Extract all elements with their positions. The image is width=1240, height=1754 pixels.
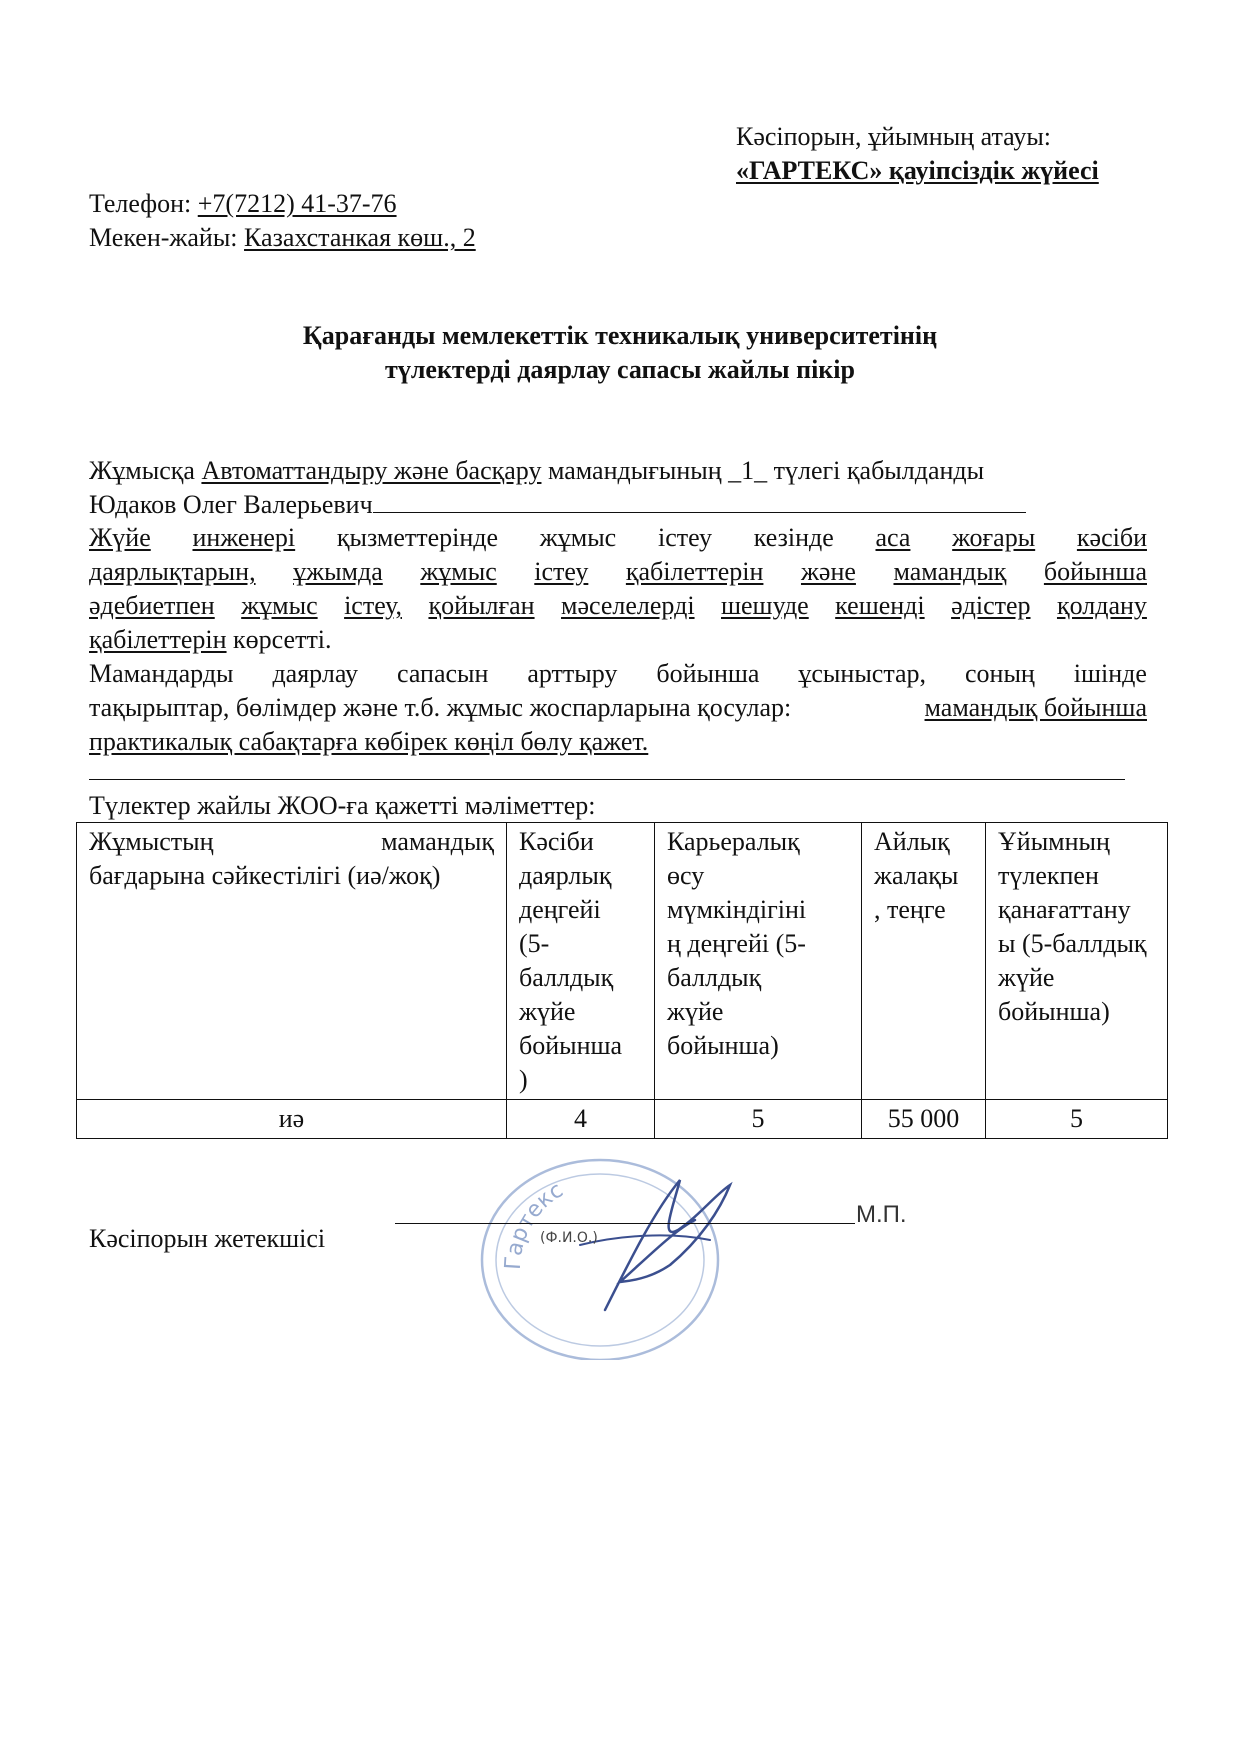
p1-word: ұжымда xyxy=(293,557,383,586)
p2-word: Мамандарды xyxy=(89,659,234,688)
header-line: жүйе xyxy=(519,997,576,1026)
header-line: баллдық xyxy=(519,963,614,992)
p1-word: жұмыс xyxy=(241,591,318,620)
p2-line-3-underlined: практикалық сабақтарға көбірек көңіл бөлу қажет. xyxy=(89,727,649,756)
p1-last-rest: көрсетті. xyxy=(233,625,332,654)
header-cell-prof-level xyxy=(507,823,655,1100)
p2-line-2-plain: тақырыптар, бөлімдер және т.б. жұмыс жоспарларына қосулар: xyxy=(89,693,792,722)
p2-word: бойынша xyxy=(656,659,760,688)
p1-word: әдістер xyxy=(951,591,1031,620)
name-fill-line xyxy=(373,488,1026,513)
header-line: Кәсіби xyxy=(519,827,594,856)
specialty-value: Автоматтандыру және басқару xyxy=(201,456,542,485)
table-row xyxy=(77,1100,1168,1139)
signature-line xyxy=(395,1223,855,1224)
p2-word: соның xyxy=(964,659,1035,688)
separator-line xyxy=(89,779,1125,780)
header-line: бойынша) xyxy=(998,997,1110,1026)
cell-salary: 55 000 xyxy=(862,1100,986,1139)
graduate-line xyxy=(89,488,1147,522)
title-line-1: Қарағанды мемлекеттік техникалық университетінің xyxy=(302,321,938,350)
header-line: баллдық xyxy=(667,963,762,992)
header-line: жалақы xyxy=(874,861,959,890)
specialty-suffix: мамандығының xyxy=(547,456,722,485)
graduate-name: Юдаков Олег Валерьевич xyxy=(89,490,373,519)
p2-line-1 xyxy=(89,657,1147,691)
header-line: бойынша) xyxy=(667,1031,779,1060)
header-line: түлекпен xyxy=(998,861,1099,890)
p1-word: аса xyxy=(875,523,911,552)
p1-word: жоғары xyxy=(952,523,1036,552)
p1-word: қолдану xyxy=(1056,591,1147,620)
address-line xyxy=(89,221,476,255)
p2-line-3 xyxy=(89,725,1147,759)
header-line: бойынша xyxy=(519,1031,623,1060)
org-name: «ГАРТЕКС» қауіпсіздік жүйесі xyxy=(736,156,1099,185)
cell-satisfaction: 5 xyxy=(986,1100,1168,1139)
p1-word: Жүйе xyxy=(89,523,151,552)
h1-word-b: мамандық xyxy=(381,827,494,856)
p2-word: ішінде xyxy=(1073,659,1147,688)
p1-word: істеу, xyxy=(344,591,402,620)
header-line: жүйе xyxy=(667,997,724,1026)
p1-last-underlined: қабілеттерін xyxy=(89,625,227,654)
p2-word: ұсыныстар, xyxy=(798,659,927,688)
p2-word: арттыру xyxy=(527,659,618,688)
header-line: өсу xyxy=(667,861,705,890)
cell-prof-level: 4 xyxy=(507,1100,655,1139)
hired-prefix: Жұмысқа xyxy=(89,456,195,485)
org-label: Кәсіпорын, ұйымның атауы: xyxy=(736,122,1052,151)
p2-line-2-underlined: мамандық бойынша xyxy=(924,693,1147,722)
p2-line-2 xyxy=(89,691,1147,725)
p1-word: кәсіби xyxy=(1076,523,1147,552)
hired-line xyxy=(89,454,1147,488)
p1-word: істеу xyxy=(657,523,712,552)
phone-line xyxy=(89,187,397,221)
address-value: Казахстанкая көш., 2 xyxy=(244,223,476,252)
header-cell-satisfaction xyxy=(986,823,1168,1100)
header-line: мүмкіндігіні xyxy=(667,895,807,924)
p1-word: жұмыс xyxy=(420,557,497,586)
cell-conformity: иә xyxy=(77,1100,507,1139)
p1-word: шешуде xyxy=(721,591,809,620)
title-line-2: түлектерді даярлау сапасы жайлы пікір xyxy=(385,355,855,384)
header-line: (5- xyxy=(519,929,550,958)
p1-word: қызметтерінде xyxy=(336,523,499,552)
header-line: ң деңгейі (5- xyxy=(667,929,806,958)
p1-word: мәселелерді xyxy=(561,591,695,620)
header-cell-career xyxy=(655,823,862,1100)
fio-label: (Ф.И.О.) xyxy=(540,1230,598,1246)
p1-line-1 xyxy=(89,521,1147,555)
header-line: даярлық xyxy=(519,861,612,890)
header-line: , теңге xyxy=(874,895,946,924)
p2-word: даярлау xyxy=(272,659,359,688)
stamp-text: Гартекс xyxy=(500,1177,568,1271)
address-label: Мекен-жайы: xyxy=(89,223,238,252)
p1-word: істеу xyxy=(534,557,589,586)
head-label: Кәсіпорын жетекшісі xyxy=(89,1224,326,1253)
p1-word: жұмыс xyxy=(539,523,617,552)
header-line: жүйе xyxy=(998,963,1055,992)
header-line: Карьералық xyxy=(667,827,800,856)
p1-word: мамандық xyxy=(893,557,1007,586)
table-caption: Түлектер жайлы ЖОО-ға қажетті мәліметтер: xyxy=(89,791,596,820)
p1-line-2 xyxy=(89,555,1147,589)
p1-word: қабілеттерін xyxy=(625,557,764,586)
p1-word: және xyxy=(800,557,856,586)
header-cell-salary xyxy=(862,823,986,1100)
p1-word: бойынша xyxy=(1043,557,1147,586)
course-value: _1_ xyxy=(728,456,768,485)
p1-word: даярлықтарын, xyxy=(89,557,256,586)
phone-label: Телефон: xyxy=(89,189,192,218)
header-line: қанағаттану xyxy=(998,895,1131,924)
cell-career: 5 xyxy=(655,1100,862,1139)
header-line: Айлық xyxy=(874,827,950,856)
p2-word: сапасын xyxy=(396,659,489,688)
h1-line-2: бағдарына сәйкестілігі (иә/жоқ) xyxy=(89,861,441,890)
p1-line-4 xyxy=(89,623,1147,657)
header-line: ) xyxy=(519,1065,528,1094)
mp-label: М.П. xyxy=(856,1201,907,1228)
hired-suffix: түлегі қабылданды xyxy=(773,456,985,485)
header-line: ы (5-баллдық xyxy=(998,929,1147,958)
p1-word: қойылған xyxy=(428,591,535,620)
header-line: деңгейі xyxy=(519,895,601,924)
header-cell-conformity xyxy=(77,823,507,1100)
header-line: Ұйымның xyxy=(998,827,1110,856)
table-header-row xyxy=(77,823,1168,1100)
p1-word: кезінде xyxy=(753,523,834,552)
p1-word: инженері xyxy=(192,523,296,552)
svg-text:Гартекс xyxy=(501,1178,568,1271)
p1-word: кешенді xyxy=(835,591,925,620)
p1-word: әдебиетпен xyxy=(89,591,215,620)
phone-value: +7(7212) 41-37-76 xyxy=(197,189,397,218)
h1-word-a: Жұмыстың xyxy=(89,827,214,856)
graduate-info-table xyxy=(76,822,1168,1139)
p1-line-3 xyxy=(89,589,1147,623)
